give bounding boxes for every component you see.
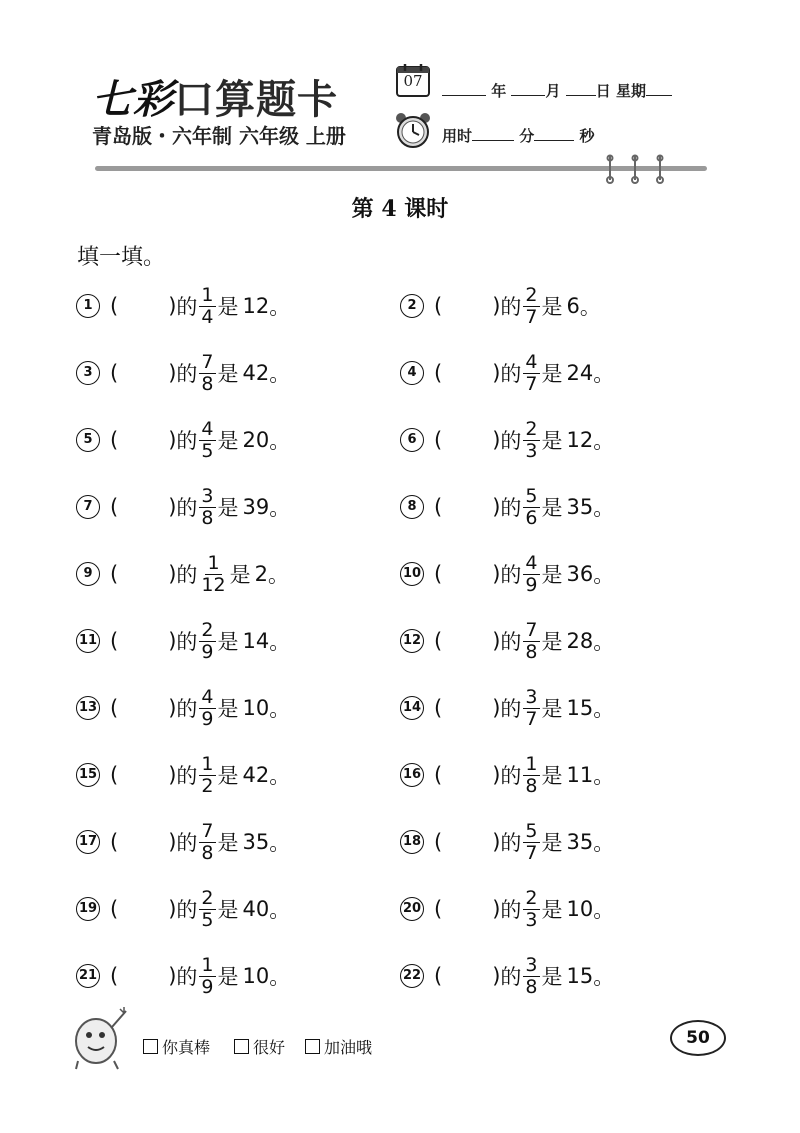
result-value: 12 bbox=[566, 428, 594, 452]
is-text: 是 bbox=[541, 831, 563, 855]
is-text: 是 bbox=[217, 697, 239, 721]
end-mark: 。 bbox=[593, 965, 615, 989]
close-paren: ) bbox=[168, 294, 177, 318]
rating-great-label: 你真棒 bbox=[162, 1038, 211, 1057]
open-paren: ( bbox=[110, 361, 119, 385]
result-value: 35 bbox=[242, 830, 270, 854]
fraction-numerator: 1 bbox=[201, 752, 214, 775]
fraction bbox=[199, 754, 215, 797]
open-paren: ( bbox=[434, 830, 443, 854]
fraction bbox=[523, 352, 539, 395]
problem-item bbox=[76, 745, 290, 805]
of-text: 的 bbox=[176, 965, 198, 989]
date-weekday-label: 星期 bbox=[615, 82, 646, 100]
open-paren: ( bbox=[434, 294, 443, 318]
fraction bbox=[523, 285, 539, 328]
problem-number: 10 bbox=[400, 562, 424, 586]
brand-main: 口算题卡 bbox=[174, 77, 338, 123]
fraction-denominator: 5 bbox=[201, 439, 214, 462]
fraction-denominator: 8 bbox=[525, 774, 538, 797]
problem-number: 7 bbox=[76, 495, 100, 519]
fraction-denominator: 8 bbox=[525, 975, 538, 998]
fraction-denominator: 8 bbox=[525, 640, 538, 663]
close-paren: ) bbox=[168, 629, 177, 653]
close-paren: ) bbox=[492, 964, 501, 988]
close-paren: ) bbox=[168, 696, 177, 720]
close-paren: ) bbox=[492, 830, 501, 854]
end-mark: 。 bbox=[593, 831, 615, 855]
problem-number: 12 bbox=[400, 629, 424, 653]
end-mark: 。 bbox=[579, 295, 601, 319]
problem-item bbox=[76, 410, 290, 470]
problem-number: 9 bbox=[76, 562, 100, 586]
brand-title bbox=[92, 68, 338, 125]
fraction bbox=[199, 888, 215, 931]
edition-subtitle: 青岛版・六年制 六年级 上册 bbox=[92, 124, 346, 148]
fraction-numerator: 1 bbox=[201, 953, 214, 976]
close-paren: ) bbox=[492, 629, 501, 653]
fraction-denominator: 4 bbox=[201, 305, 214, 328]
fraction bbox=[199, 553, 227, 596]
result-value: 11 bbox=[566, 763, 594, 787]
rating-good[interactable] bbox=[234, 1035, 285, 1058]
end-mark: 。 bbox=[269, 630, 291, 654]
of-text: 的 bbox=[176, 295, 198, 319]
result-value: 28 bbox=[566, 629, 594, 653]
time-fill-line bbox=[442, 125, 595, 146]
close-paren: ) bbox=[492, 428, 501, 452]
end-mark: 。 bbox=[269, 295, 291, 319]
result-value: 42 bbox=[242, 361, 270, 385]
problem-number: 6 bbox=[400, 428, 424, 452]
end-mark: 。 bbox=[593, 697, 615, 721]
close-paren: ) bbox=[168, 830, 177, 854]
open-paren: ( bbox=[110, 629, 119, 653]
problem-number: 2 bbox=[400, 294, 424, 318]
fraction-denominator: 8 bbox=[201, 841, 214, 864]
end-mark: 。 bbox=[269, 831, 291, 855]
of-text: 的 bbox=[500, 630, 522, 654]
fraction-numerator: 2 bbox=[525, 886, 538, 909]
is-text: 是 bbox=[217, 764, 239, 788]
date-fill-line bbox=[442, 80, 672, 101]
fraction bbox=[199, 821, 215, 864]
problem-number: 13 bbox=[76, 696, 100, 720]
open-paren: ( bbox=[110, 696, 119, 720]
open-paren: ( bbox=[434, 897, 443, 921]
fraction-numerator: 2 bbox=[525, 283, 538, 306]
result-value: 24 bbox=[566, 361, 594, 385]
fraction-numerator: 4 bbox=[201, 685, 214, 708]
open-paren: ( bbox=[434, 763, 443, 787]
result-value: 14 bbox=[242, 629, 270, 653]
fraction-denominator: 9 bbox=[525, 573, 538, 596]
is-text: 是 bbox=[541, 295, 563, 319]
fraction bbox=[523, 687, 539, 730]
close-paren: ) bbox=[168, 562, 177, 586]
problem-item bbox=[400, 611, 614, 671]
problem-item bbox=[76, 343, 290, 403]
close-paren: ) bbox=[168, 964, 177, 988]
problem-item bbox=[400, 946, 614, 1006]
checkbox[interactable] bbox=[143, 1039, 158, 1054]
open-paren: ( bbox=[434, 629, 443, 653]
fraction bbox=[523, 821, 539, 864]
end-mark: 。 bbox=[593, 630, 615, 654]
end-mark: 。 bbox=[269, 764, 291, 788]
fraction-denominator: 9 bbox=[201, 707, 214, 730]
problem-number: 4 bbox=[400, 361, 424, 385]
problem-number: 17 bbox=[76, 830, 100, 854]
result-value: 39 bbox=[242, 495, 270, 519]
result-value: 2 bbox=[254, 562, 268, 586]
open-paren: ( bbox=[434, 428, 443, 452]
rating-try-label: 加油哦 bbox=[324, 1038, 373, 1057]
fraction-numerator: 1 bbox=[207, 551, 220, 574]
is-text: 是 bbox=[217, 898, 239, 922]
result-value: 40 bbox=[242, 897, 270, 921]
problem-item bbox=[400, 544, 614, 604]
end-mark: 。 bbox=[593, 429, 615, 453]
end-mark: 。 bbox=[593, 563, 615, 587]
fraction-denominator: 3 bbox=[525, 908, 538, 931]
fraction-numerator: 4 bbox=[525, 551, 538, 574]
close-paren: ) bbox=[492, 495, 501, 519]
fraction-denominator: 6 bbox=[525, 506, 538, 529]
fraction-numerator: 4 bbox=[201, 417, 214, 440]
close-paren: ) bbox=[492, 763, 501, 787]
fraction-numerator: 7 bbox=[201, 350, 214, 373]
problem-number: 3 bbox=[76, 361, 100, 385]
end-mark: 。 bbox=[593, 898, 615, 922]
close-paren: ) bbox=[168, 763, 177, 787]
end-mark: 。 bbox=[593, 496, 615, 520]
of-text: 的 bbox=[500, 764, 522, 788]
is-text: 是 bbox=[541, 362, 563, 386]
problem-item bbox=[76, 946, 290, 1006]
fraction bbox=[523, 754, 539, 797]
fraction bbox=[523, 486, 539, 529]
close-paren: ) bbox=[168, 495, 177, 519]
problem-number: 8 bbox=[400, 495, 424, 519]
open-paren: ( bbox=[110, 495, 119, 519]
end-mark: 。 bbox=[269, 429, 291, 453]
is-text: 是 bbox=[217, 965, 239, 989]
problem-item bbox=[76, 678, 290, 738]
of-text: 的 bbox=[500, 295, 522, 319]
close-paren: ) bbox=[492, 897, 501, 921]
time-minutes-label: 分 bbox=[519, 127, 535, 145]
fraction-numerator: 4 bbox=[525, 350, 538, 373]
open-paren: ( bbox=[110, 294, 119, 318]
fraction bbox=[199, 352, 215, 395]
problem-number: 20 bbox=[400, 897, 424, 921]
of-text: 的 bbox=[176, 563, 198, 587]
problem-number: 1 bbox=[76, 294, 100, 318]
is-text: 是 bbox=[541, 764, 563, 788]
problem-item bbox=[76, 477, 290, 537]
fraction bbox=[199, 687, 215, 730]
fraction-numerator: 7 bbox=[525, 618, 538, 641]
is-text: 是 bbox=[217, 630, 239, 654]
problem-number: 15 bbox=[76, 763, 100, 787]
fraction-denominator: 8 bbox=[201, 506, 214, 529]
end-mark: 。 bbox=[269, 898, 291, 922]
is-text: 是 bbox=[217, 429, 239, 453]
of-text: 的 bbox=[500, 362, 522, 386]
problem-number: 22 bbox=[400, 964, 424, 988]
lesson-title: 第 4 课时 bbox=[351, 196, 449, 222]
problem-item bbox=[400, 343, 614, 403]
open-paren: ( bbox=[110, 897, 119, 921]
is-text: 是 bbox=[541, 563, 563, 587]
result-value: 15 bbox=[566, 696, 594, 720]
result-value: 35 bbox=[566, 830, 594, 854]
of-text: 的 bbox=[500, 831, 522, 855]
problem-number: 19 bbox=[76, 897, 100, 921]
binder-rings-icon bbox=[600, 154, 670, 184]
close-paren: ) bbox=[492, 696, 501, 720]
of-text: 的 bbox=[176, 764, 198, 788]
is-text: 是 bbox=[541, 697, 563, 721]
end-mark: 。 bbox=[593, 764, 615, 788]
problem-item bbox=[400, 879, 614, 939]
checkbox[interactable] bbox=[305, 1039, 320, 1054]
fraction-denominator: 5 bbox=[201, 908, 214, 931]
is-text: 是 bbox=[541, 429, 563, 453]
open-paren: ( bbox=[434, 495, 443, 519]
of-text: 的 bbox=[500, 496, 522, 520]
result-value: 15 bbox=[566, 964, 594, 988]
is-text: 是 bbox=[229, 563, 251, 587]
fraction bbox=[199, 955, 215, 998]
fraction-denominator: 7 bbox=[525, 707, 538, 730]
close-paren: ) bbox=[168, 361, 177, 385]
fraction bbox=[199, 285, 215, 328]
end-mark: 。 bbox=[593, 362, 615, 386]
problem-item bbox=[400, 477, 614, 537]
time-label: 用时 bbox=[442, 127, 473, 145]
of-text: 的 bbox=[500, 898, 522, 922]
problem-item bbox=[400, 678, 614, 738]
open-paren: ( bbox=[110, 763, 119, 787]
result-value: 20 bbox=[242, 428, 270, 452]
of-text: 的 bbox=[500, 429, 522, 453]
fraction-denominator: 3 bbox=[525, 439, 538, 462]
problem-number: 16 bbox=[400, 763, 424, 787]
is-text: 是 bbox=[541, 496, 563, 520]
is-text: 是 bbox=[217, 295, 239, 319]
of-text: 的 bbox=[500, 697, 522, 721]
problem-item bbox=[76, 812, 290, 872]
fraction-denominator: 8 bbox=[201, 372, 214, 395]
fraction-numerator: 5 bbox=[525, 819, 538, 842]
fraction bbox=[199, 486, 215, 529]
of-text: 的 bbox=[176, 898, 198, 922]
problem-number: 5 bbox=[76, 428, 100, 452]
problem-item bbox=[400, 812, 614, 872]
problem-number: 18 bbox=[400, 830, 424, 854]
of-text: 的 bbox=[176, 630, 198, 654]
rating-great[interactable] bbox=[143, 1035, 210, 1058]
brand-prefix: 七彩 bbox=[92, 76, 174, 123]
open-paren: ( bbox=[110, 428, 119, 452]
fraction-numerator: 5 bbox=[525, 484, 538, 507]
is-text: 是 bbox=[217, 496, 239, 520]
fraction bbox=[199, 620, 215, 663]
fraction bbox=[523, 955, 539, 998]
fraction-denominator: 2 bbox=[201, 774, 214, 797]
is-text: 是 bbox=[541, 898, 563, 922]
of-text: 的 bbox=[176, 362, 198, 386]
open-paren: ( bbox=[434, 361, 443, 385]
end-mark: 。 bbox=[269, 362, 291, 386]
close-paren: ) bbox=[492, 562, 501, 586]
close-paren: ) bbox=[168, 897, 177, 921]
of-text: 的 bbox=[176, 697, 198, 721]
page-number: 50 bbox=[670, 1020, 726, 1056]
time-seconds-label: 秒 bbox=[579, 127, 595, 145]
problem-item bbox=[76, 276, 290, 336]
result-value: 35 bbox=[566, 495, 594, 519]
fraction-numerator: 2 bbox=[201, 618, 214, 641]
of-text: 的 bbox=[500, 965, 522, 989]
of-text: 的 bbox=[176, 496, 198, 520]
fraction-denominator: 12 bbox=[201, 573, 226, 596]
fraction-numerator: 3 bbox=[525, 685, 538, 708]
of-text: 的 bbox=[176, 429, 198, 453]
rating-good-label: 很好 bbox=[253, 1038, 286, 1057]
of-text: 的 bbox=[500, 563, 522, 587]
result-value: 12 bbox=[242, 294, 270, 318]
fraction-denominator: 7 bbox=[525, 305, 538, 328]
result-value: 10 bbox=[566, 897, 594, 921]
problem-item bbox=[400, 745, 614, 805]
fraction-denominator: 7 bbox=[525, 841, 538, 864]
result-value: 6 bbox=[566, 294, 580, 318]
is-text: 是 bbox=[217, 362, 239, 386]
fraction-denominator: 9 bbox=[201, 640, 214, 663]
of-text: 的 bbox=[176, 831, 198, 855]
is-text: 是 bbox=[541, 965, 563, 989]
fraction-numerator: 1 bbox=[525, 752, 538, 775]
fraction bbox=[523, 888, 539, 931]
problem-number: 11 bbox=[76, 629, 100, 653]
date-year-label: 年 bbox=[491, 82, 507, 100]
problem-number: 21 bbox=[76, 964, 100, 988]
result-value: 10 bbox=[242, 964, 270, 988]
date-month-label: 月 bbox=[545, 82, 561, 100]
fraction bbox=[523, 620, 539, 663]
problem-item bbox=[400, 276, 601, 336]
open-paren: ( bbox=[434, 696, 443, 720]
fraction-numerator: 3 bbox=[525, 953, 538, 976]
close-paren: ) bbox=[492, 361, 501, 385]
result-value: 36 bbox=[566, 562, 594, 586]
date-day-label: 日 bbox=[595, 82, 611, 100]
open-paren: ( bbox=[110, 964, 119, 988]
open-paren: ( bbox=[110, 830, 119, 854]
result-value: 42 bbox=[242, 763, 270, 787]
problem-item bbox=[76, 879, 290, 939]
open-paren: ( bbox=[434, 964, 443, 988]
fraction bbox=[523, 553, 539, 596]
fraction-numerator: 7 bbox=[201, 819, 214, 842]
calendar-number: 07 bbox=[403, 72, 423, 90]
end-mark: 。 bbox=[269, 965, 291, 989]
end-mark: 。 bbox=[267, 563, 289, 587]
problem-item bbox=[76, 611, 290, 671]
is-text: 是 bbox=[541, 630, 563, 654]
fraction-denominator: 9 bbox=[201, 975, 214, 998]
problem-item bbox=[400, 410, 614, 470]
fraction bbox=[523, 419, 539, 462]
fraction-denominator: 7 bbox=[525, 372, 538, 395]
result-value: 10 bbox=[242, 696, 270, 720]
is-text: 是 bbox=[217, 831, 239, 855]
checkbox[interactable] bbox=[234, 1039, 249, 1054]
problem-number: 14 bbox=[400, 696, 424, 720]
fraction-numerator: 1 bbox=[201, 283, 214, 306]
open-paren: ( bbox=[434, 562, 443, 586]
rating-try[interactable] bbox=[305, 1035, 372, 1058]
problem-item bbox=[76, 544, 289, 604]
fraction-numerator: 3 bbox=[201, 484, 214, 507]
fraction bbox=[199, 419, 215, 462]
close-paren: ) bbox=[168, 428, 177, 452]
end-mark: 。 bbox=[269, 496, 291, 520]
instruction: 填一填。 bbox=[77, 245, 166, 270]
close-paren: ) bbox=[492, 294, 501, 318]
fraction-numerator: 2 bbox=[201, 886, 214, 909]
fraction-numerator: 2 bbox=[525, 417, 538, 440]
mascot-illustration bbox=[68, 1005, 132, 1071]
alarm-clock-icon bbox=[393, 110, 433, 150]
open-paren: ( bbox=[110, 562, 119, 586]
end-mark: 。 bbox=[269, 697, 291, 721]
